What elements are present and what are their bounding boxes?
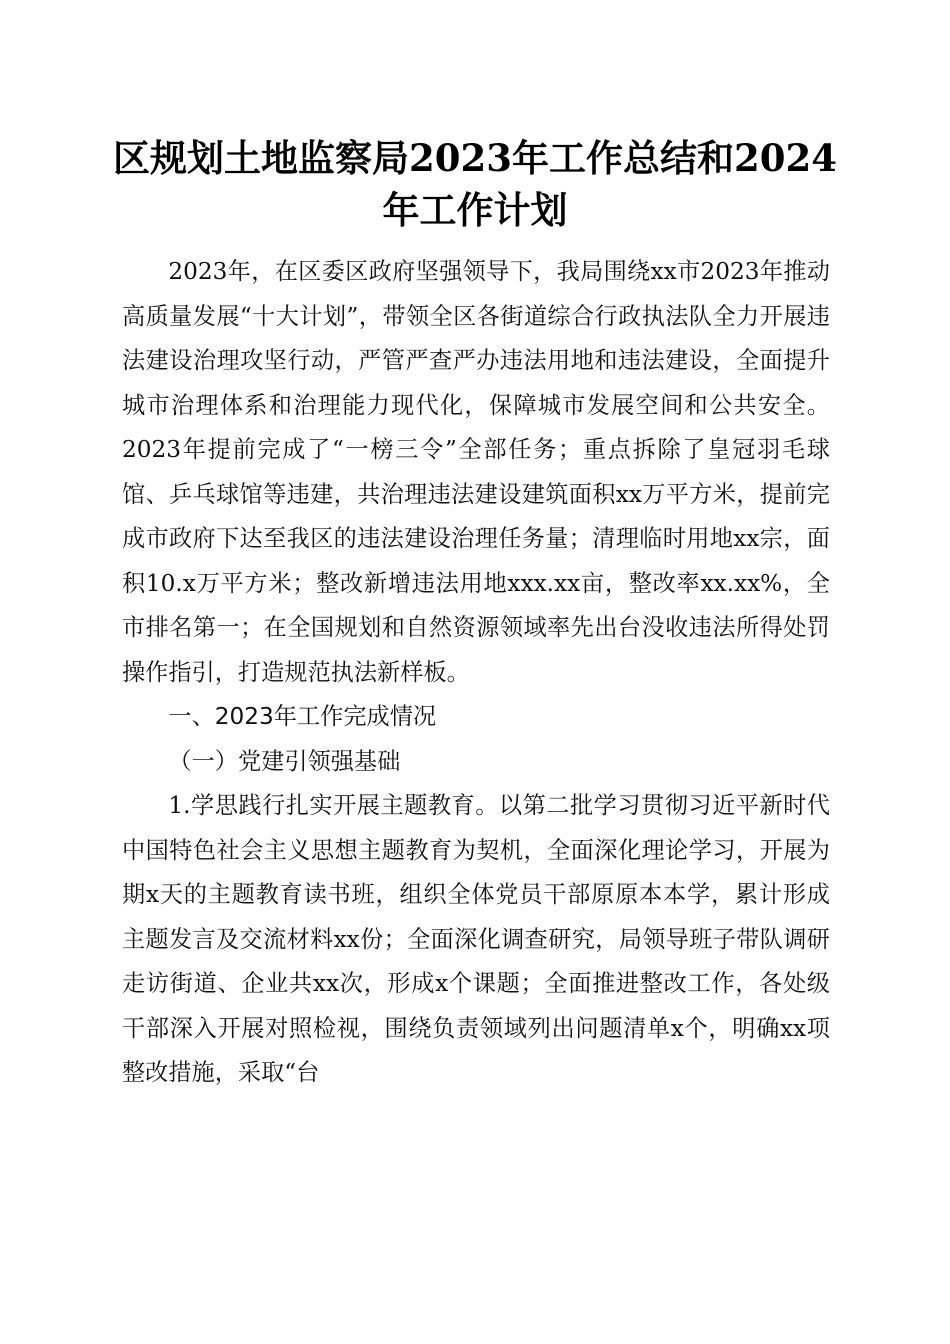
body-paragraph: 1.学思践行扎实开展主题教育。以第二批学习贯彻习近平新时代中国特色社会主义思想主题教育为契机，全面深化理论学习，开展为期x天的主题教育读书班，组织全体党员干部原原本本学，累计形成主题发言及交流材料xx份；全面深化调查研究，局领导班子带队调研走访街道、企业共xx次，形成x个课题；全面推进整改工作，各处级干部深入开展对照检视，围绕负责领域列出问题清单x个，明确xx项整改措施，采取“台: [122, 792, 830, 1086]
document-title: 区规划土地监察局2023年工作总结和2024年工作计划: [113, 136, 837, 232]
document-body: [122, 250, 830, 1096]
subsection-heading: （一）党建引领强基础: [168, 747, 401, 775]
intro-paragraph: 2023年，在区委区政府坚强领导下，我局围绕xx市2023年推动高质量发展“十大计划”，带领全区各街道综合行政执法队全力开展违法建设治理攻坚行动，严管严查严办违法用地和违法建设，全面提升城市治理体系和治理能力现代化，保障城市发展空间和公共安全。2023年提前完成了“一榜三令”全部任务；重点拆除了皇冠羽毛球馆、乒乓球馆等违建，共治理违法建设建筑面积xx万平方米，提前完成市政府下达至我区的违法建设治理任务量；清理临时用地xx宗，面积10.x万平方米；整改新增违法用地xxx.xx亩，整改率xx.xx%，全市排名第一；在全国规划和自然资源领域率先出台没收违法所得处罚操作指引，打造规范执法新样板。: [122, 258, 830, 686]
section-heading: 一、2023年工作完成情况: [168, 703, 437, 730]
